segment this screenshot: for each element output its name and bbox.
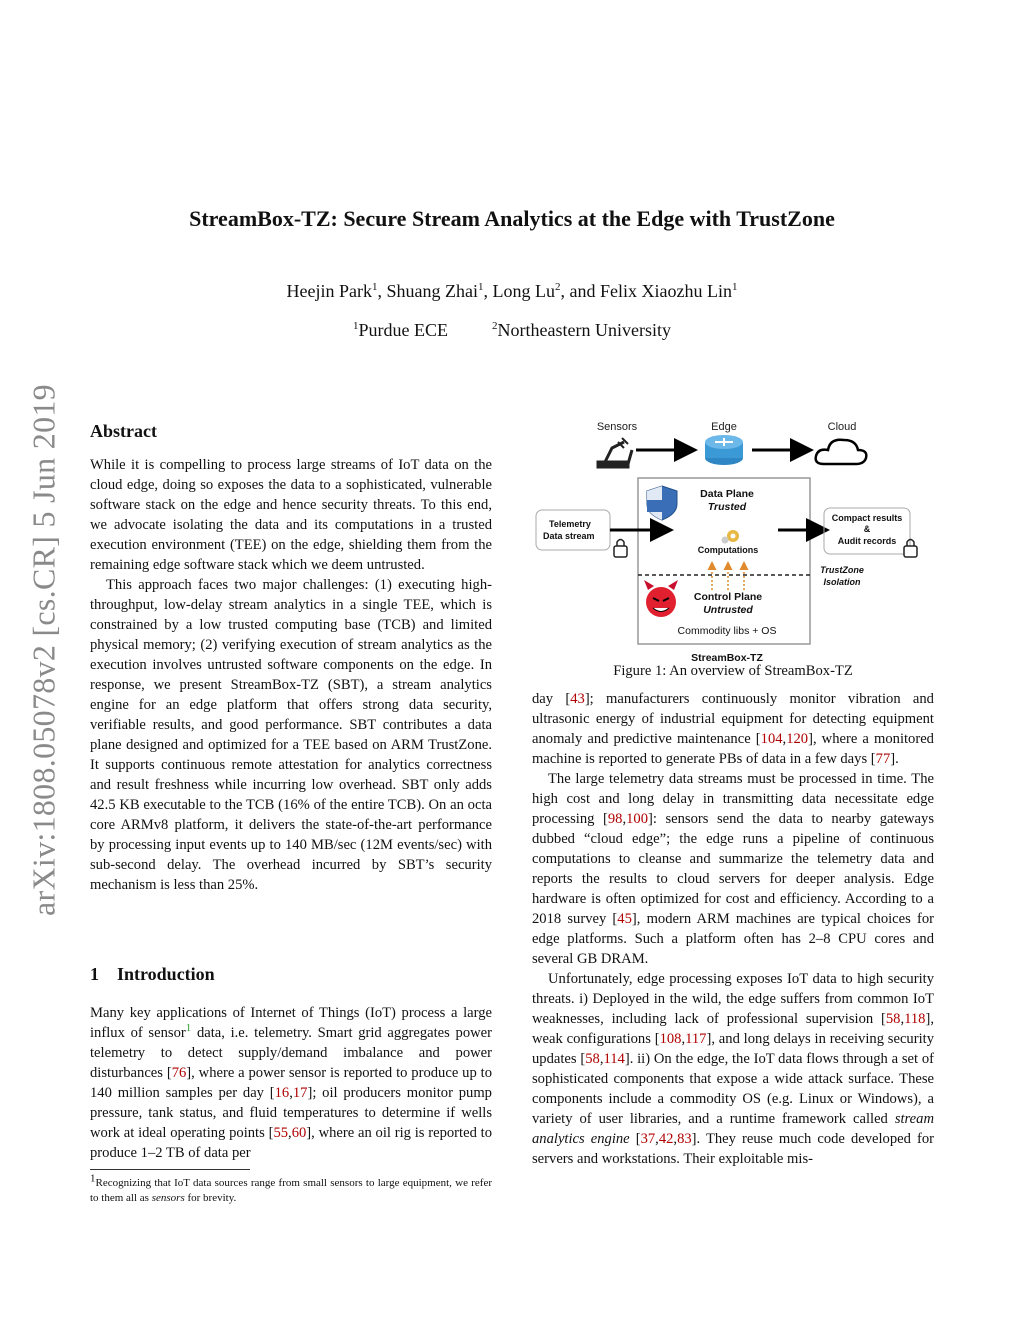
telemetry-box xyxy=(536,510,610,550)
affil-mark: 1 xyxy=(478,281,484,293)
robot-arm-icon xyxy=(598,438,632,467)
affil-mark: 2 xyxy=(492,320,498,332)
citation-link[interactable]: 17 xyxy=(292,1085,308,1101)
citation-link[interactable]: 117 xyxy=(685,1031,707,1047)
affiliation-name: Purdue ECE xyxy=(358,320,449,340)
compact-results-label: Compact results xyxy=(831,513,903,523)
affil-mark: 1 xyxy=(372,281,378,293)
citation-link[interactable]: 114 xyxy=(603,1051,625,1067)
label-sensors: Sensors xyxy=(596,421,638,433)
citation-link[interactable]: 60 xyxy=(291,1125,307,1141)
citation-link[interactable]: 104 xyxy=(760,731,783,747)
citation-link[interactable]: 58 xyxy=(585,1051,600,1067)
footnote-mark: 1 xyxy=(90,1172,96,1185)
figure-diagram xyxy=(532,412,934,672)
citation-link[interactable]: 76 xyxy=(171,1065,187,1081)
citation-link[interactable]: 98 xyxy=(607,811,623,827)
abstract-heading: Abstract xyxy=(90,421,157,441)
streambox-label: StreamBox-TZ xyxy=(691,652,763,664)
label-edge: Edge xyxy=(711,421,737,433)
affiliation-name: Northeastern University xyxy=(497,320,671,340)
body-paragraph: Unfortunately, edge processing exposes IoT data to high security threats. i) Deployed in the wild, the edge suffers from common IoT weaknesses, including lack of professional supervision [58,118], weak configurations [108,117], and long delays in receiving security updates [58,114]. ii) On the edge, the IoT data flows through a set of sophisticated components that expose a wide attack surface. These components include a commodity OS (e.g. Linux or Windows), a variety of user libraries, and a runtime framework called stream analytics engine [37,42,83]. They reuse much code developed for servers and workstations. Their exploitable mis- xyxy=(532,971,934,1167)
untrusted-label: Untrusted xyxy=(703,604,753,616)
data-plane-label: Data Plane xyxy=(700,488,754,500)
citation-link[interactable]: 120 xyxy=(786,731,809,747)
abstract-body xyxy=(90,455,492,895)
citation-link[interactable]: 100 xyxy=(626,811,648,827)
author-name: , and Felix Xiaozhu Lin xyxy=(560,281,732,301)
section-number: 1 xyxy=(90,964,99,984)
citation-link[interactable]: 43 xyxy=(570,691,585,707)
citation-link[interactable]: 58 xyxy=(885,1011,901,1027)
author-name: , Long Lu xyxy=(483,281,555,301)
affil-mark: 1 xyxy=(353,320,359,332)
control-plane-label: Control Plane xyxy=(693,591,763,603)
intro-heading xyxy=(90,964,215,985)
body-paragraph: day [43]; manufacturers continuously monitor vibration and ultrasonic energy of industrial equipment for detecting equipment anomaly and predictive maintenance [104,120], where a monitored machine is reported to generate PBs of data in a few days [77]. xyxy=(532,691,934,767)
intro-paragraph: Many key applications of Internet of Things (IoT) process a large influx of sensor$^1$ data, i.e. telemetry. Smart grid aggregates power telemetry to detect supply/demand imbalance and power disturbances [76], where a power sensor is reported to produce up to 140 million samples per day [16,17]; oil producers monitor pump pressure, tank status, and fluid temperatures to determine if wells work at ideal operating points [55,60], where an oil rig is reported to produce 1–2 TB of data per xyxy=(90,1005,493,1161)
computations-label: Computations xyxy=(697,545,759,555)
figure-overview xyxy=(532,412,934,672)
citation-link[interactable]: 83 xyxy=(677,1131,692,1147)
footnote: $^1$Recognizing that IoT data sources range from small sensors to large equipment, we refer to them all as sensors for brevity. xyxy=(90,1172,492,1204)
commodity-label: Commodity libs + OS xyxy=(677,625,777,637)
ampersand-label: & xyxy=(863,524,871,534)
audit-records-label: Audit records xyxy=(837,536,897,546)
trustzone-label: TrustZone xyxy=(820,565,864,575)
right-column-body xyxy=(532,689,934,1169)
abstract-paragraph: This approach faces two major challenges: (1) executing high-throughput, low-delay stream analytics in a single TEE, which is constrained by a low trusted computing base (TCB) and limited physical memory; (2) verifying execution of stream analytics as the execution involves untrusted software components on the edge. In response, we present StreamBox-TZ (SBT), a stream analytics engine for an edge platform that offers strong data security, verifiable results, and good performance. SBT contributes a data plane designed and optimized for a TEE based on ARM TrustZone. It supports continuous remote attestation for analytics correctness and result freshness while incurring low overhead. SBT only adds 42.5 KB executable to the TCB (16% of the entire TCB). On an octa core ARMv8 platform, it delivers the state-of-the-art performance by processing input events up to 140 MB/sec (12M events/sec) with sub-second delay. The overhead incurred by SBT’s security mechanism is less than 25%. xyxy=(90,577,492,893)
affiliations xyxy=(0,320,1024,341)
citation-link[interactable]: 16 xyxy=(274,1085,290,1101)
arxiv-stamp: arXiv:1808.05078v2 [cs.CR] 5 Jun 2019 xyxy=(25,384,62,916)
citation-link[interactable]: 108 xyxy=(659,1031,682,1047)
router-icon xyxy=(705,435,743,465)
citation-link[interactable]: 45 xyxy=(617,911,632,927)
trusted-label: Trusted xyxy=(707,501,747,513)
body-paragraph: The large telemetry data streams must be processed in time. The high cost and long delay in transmitting data necessitate edge processing [98,100]: sensors send the data to nearby gateways dubbed “cloud edge”; the edge runs a pipeline of continuous computations to cleanse and summarize the telemetry data and reports the results to cloud servers for deeper analysis. Edge hardware is often optimized for cost and efficiency. According to a 2018 survey [45], modern ARM machines are typical choices for edge platforms. Such a platform often has 2–8 CPU cores and several GB DRAM. xyxy=(532,771,934,967)
telemetry-label: Telemetry xyxy=(549,519,591,529)
data-stream-label: Data stream xyxy=(543,531,595,541)
authors xyxy=(0,281,1024,302)
lock-icon xyxy=(614,540,627,558)
intro-body xyxy=(90,1003,492,1163)
figure-caption: Figure 1: An overview of StreamBox-TZ xyxy=(613,663,853,679)
author-name: , Shuang Zhai xyxy=(377,281,478,301)
abstract-paragraph: While it is compelling to process large streams of IoT data on the cloud edge, doing so exposes the data to a sophisticated, vulnerable software stack on the edge and hence security threats. To this end, we advocate isolating the data and its computations in a trusted execution environment (TEE) on the edge, shielding them from the remaining edge software stack which we deem untrusted. xyxy=(90,457,492,573)
citation-link[interactable]: 55 xyxy=(273,1125,289,1141)
citation-link[interactable]: 37 xyxy=(640,1131,656,1147)
section-title: Introduction xyxy=(117,964,215,984)
footnote-link[interactable]: 1 xyxy=(185,1022,192,1035)
citation-link[interactable]: 77 xyxy=(875,751,891,767)
author-name: Heejin Park xyxy=(286,281,372,301)
citation-link[interactable]: 42 xyxy=(658,1131,674,1147)
affil-mark: 2 xyxy=(555,281,561,293)
cloud-icon xyxy=(816,440,867,464)
label-cloud: Cloud xyxy=(827,421,857,433)
footnote-rule xyxy=(90,1169,250,1170)
affil-mark: 1 xyxy=(731,281,738,293)
paper-title: StreamBox-TZ: Secure Stream Analytics at the Edge with TrustZone xyxy=(189,206,835,231)
citation-link[interactable]: 118 xyxy=(904,1011,926,1027)
isolation-label: Isolation xyxy=(823,577,861,587)
